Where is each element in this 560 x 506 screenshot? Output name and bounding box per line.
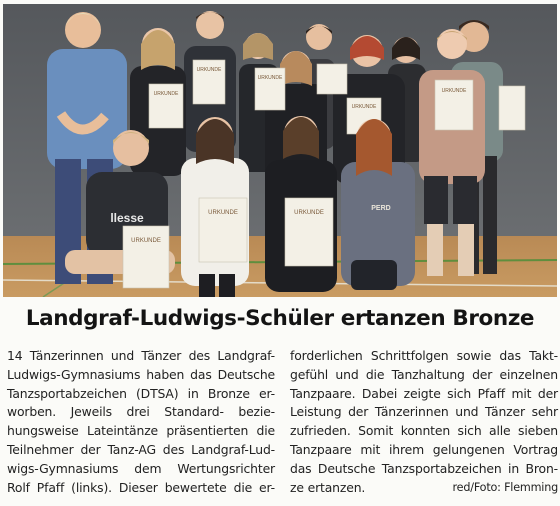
text-line: forderlichen Schrittfolgen sowie das Takt-: [290, 348, 558, 363]
svg-text:URKUNDE: URKUNDE: [441, 88, 467, 94]
text-line: das Deutsche Tanzsportabzeichen in Bron-: [290, 460, 558, 476]
text-line: 14 Tänzerinnen und Tänzer des Landgraf-: [7, 348, 275, 363]
text-line: ze ertanzen.: [290, 479, 366, 495]
certificate-front-1: [123, 226, 169, 288]
svg-text:llesse: llesse: [110, 211, 144, 225]
text-line: worben. Jeweils drei Standard- bezie-: [7, 404, 275, 420]
headline: Landgraf-Ludwigs-Schüler ertanzen Bronze: [25, 306, 535, 331]
svg-text:URKUNDE: URKUNDE: [153, 91, 179, 97]
text-line: Tanzsportabzeichen (DTSA) in Bronze er-: [7, 385, 275, 401]
text-line: Teilnehmer der Tanz-AG des Landgraf-Lud-: [7, 441, 275, 457]
text-line: wigs-Gymnasiums dem Wertungsrichter: [7, 460, 275, 476]
certificate-back-6: [435, 80, 473, 130]
svg-text:URKUNDE: URKUNDE: [351, 104, 377, 110]
text-line: Tanzpaare mit ihrem gelungenen Vortrag: [290, 441, 558, 457]
certificate-back-7: [499, 86, 525, 130]
text-line: Leistung der Tänzerinnen und Tänzer sehr: [290, 404, 558, 420]
svg-text:URKUNDE: URKUNDE: [131, 238, 161, 244]
svg-text:URKUNDE: URKUNDE: [294, 210, 324, 216]
svg-text:URKUNDE: URKUNDE: [257, 75, 283, 81]
final-line: [290, 479, 558, 498]
text-line: Ludwigs-Gymnasiums haben das Deutsche: [7, 366, 275, 382]
certificate-back-3: [255, 68, 285, 110]
text-line: Rolf Pfaff (links). Dieser bewertete die er-: [7, 479, 275, 495]
group-photo: [3, 4, 557, 297]
certificate-back-1: [149, 84, 183, 128]
text-line: hungsweise Lateintänze präsentierten die: [7, 423, 275, 439]
text-line: gefühl und die Tanzhaltung der einzelnen: [290, 366, 558, 382]
certificate-front-2: [199, 198, 247, 262]
svg-text:URKUNDE: URKUNDE: [208, 210, 238, 216]
article-column-right: [290, 347, 558, 497]
text-line: Tanzpaare. Dabei zeigte sich Pfaff mit der: [290, 385, 558, 401]
photo-credit: red/Foto: Flemming: [452, 480, 558, 494]
article-column-left: [7, 347, 275, 497]
text-line: zufrieden. Somit konnten sich alle sieben: [290, 423, 558, 439]
certificate-back-2: [193, 60, 225, 104]
certificate-front-3: [285, 198, 333, 266]
svg-text:URKUNDE: URKUNDE: [196, 67, 222, 73]
certificate-back-4: [317, 64, 347, 94]
svg-text:PERD: PERD: [371, 205, 391, 212]
